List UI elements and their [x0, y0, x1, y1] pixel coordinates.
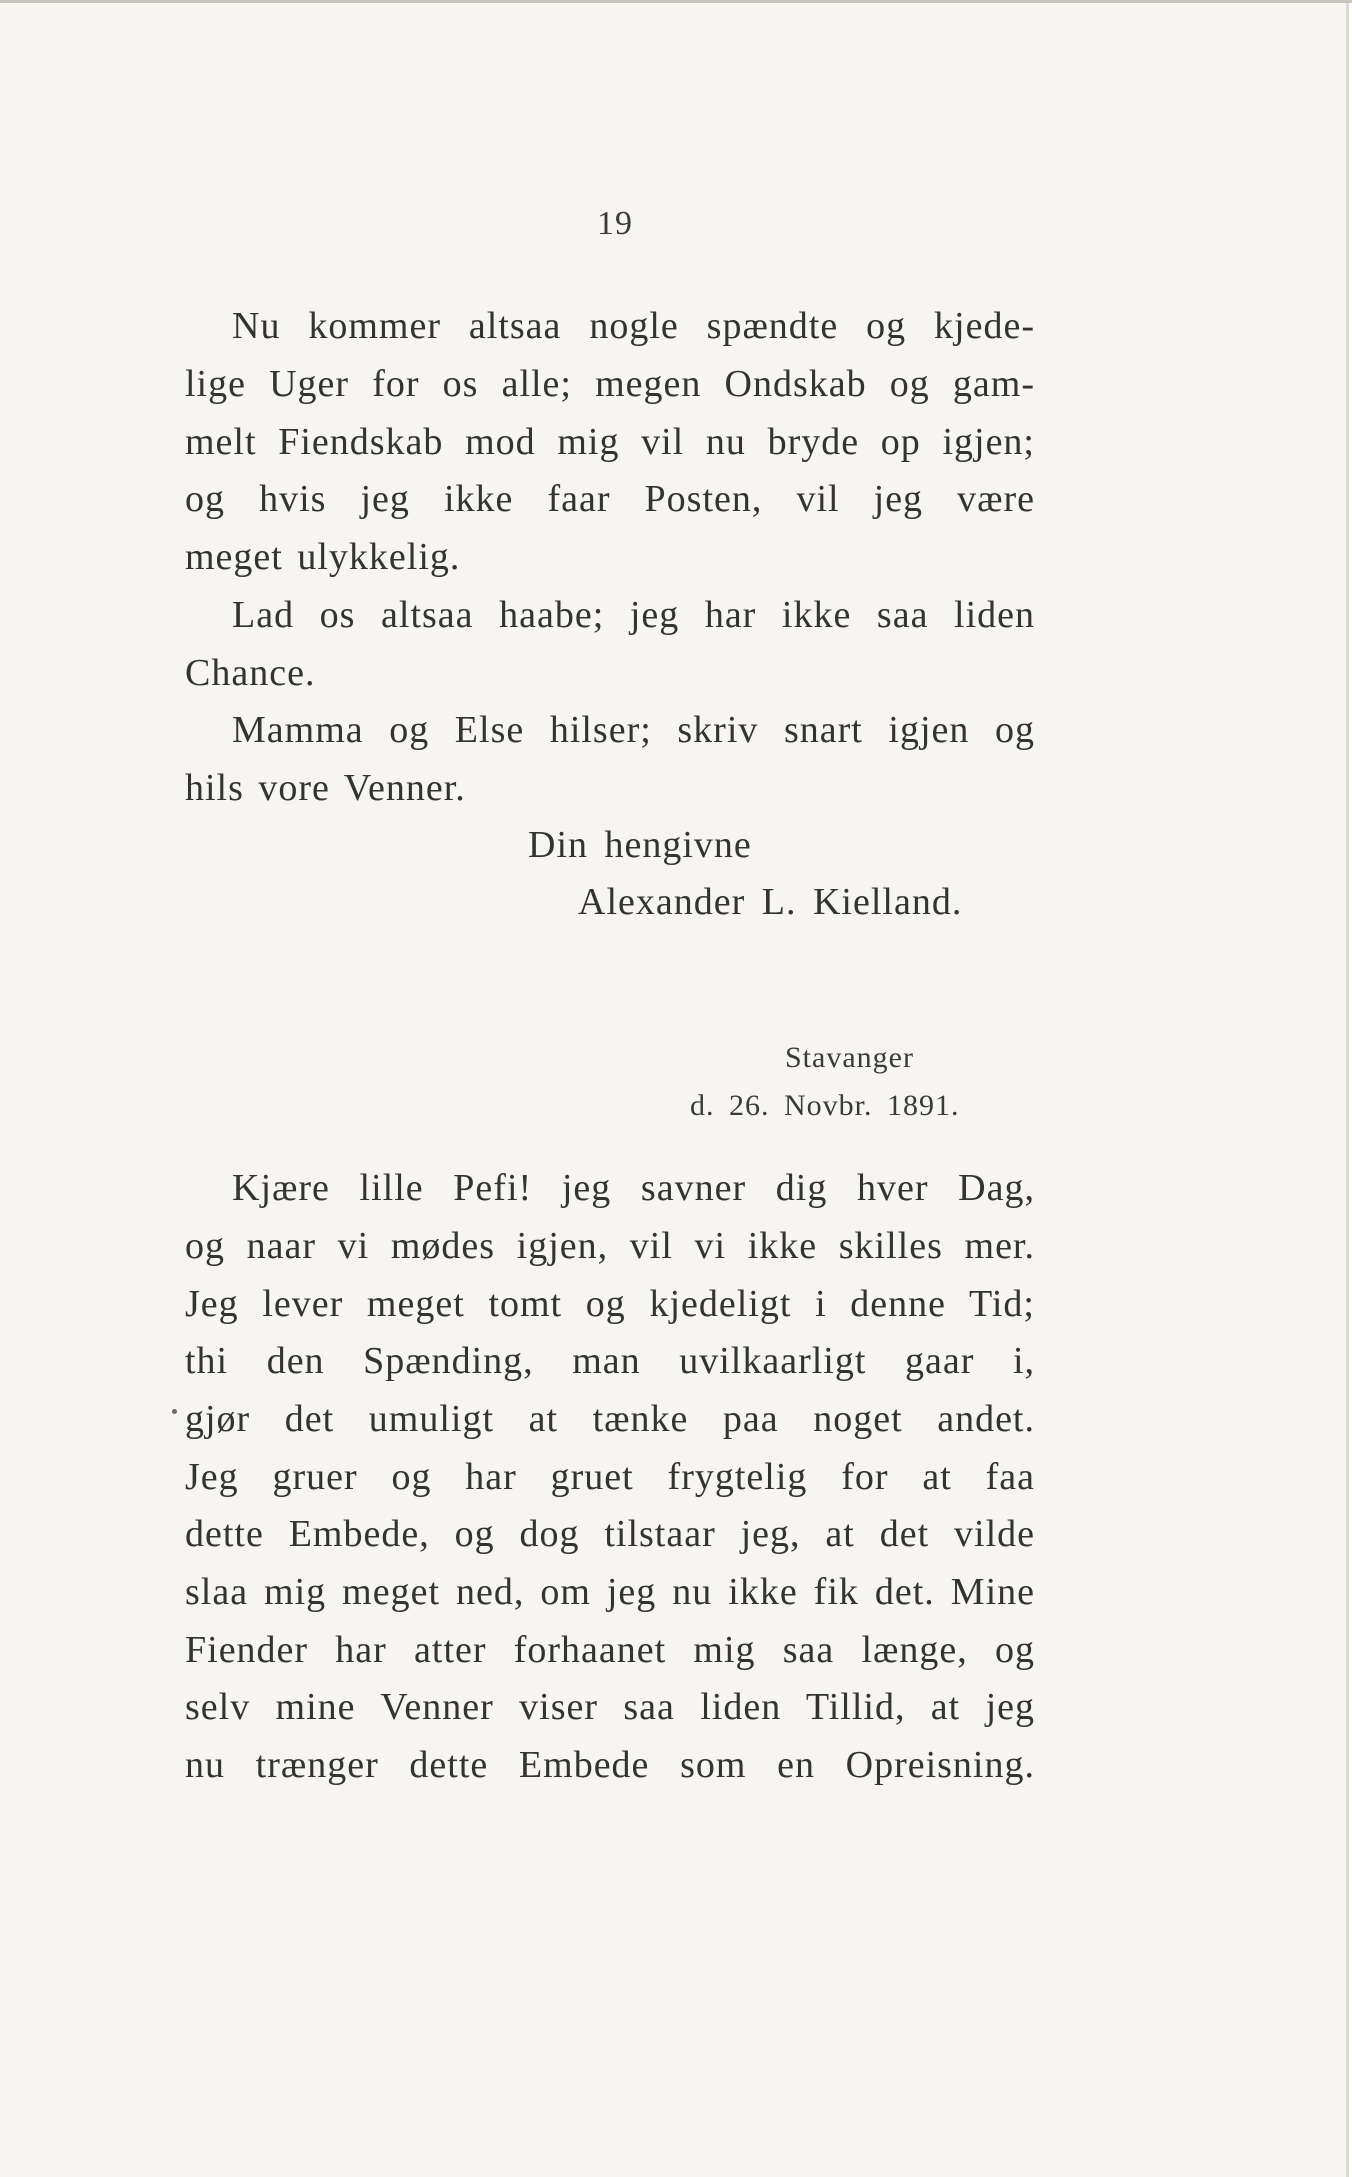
text-line: thi den Spænding, man uvilkaarligt gaar i, [185, 1340, 1035, 1382]
text-line: Jeg lever meget tomt og kjedeligt i denne Tid; [185, 1283, 1035, 1325]
text-line: melt Fiendskab mod mig vil nu bryde op igjen; [185, 421, 1035, 463]
page-top-edge [0, 0, 1352, 3]
text-line: Mamma og Else hilser; skriv snart igjen og [232, 709, 1035, 751]
text-line: hils vore Venner. [185, 767, 466, 809]
text-line: slaa mig meget ned, om jeg nu ikke fik det. Mine [185, 1571, 1035, 1613]
text-line: Nu kommer altsaa nogle spændte og kjede- [232, 305, 1035, 347]
letter-signature: Alexander L. Kielland. [578, 881, 963, 923]
letter-place: Stavanger [785, 1041, 914, 1074]
text-line: Fiender har atter forhaanet mig saa længe, og [185, 1629, 1035, 1671]
letter-closing: Din hengivne [528, 824, 752, 866]
letter-date: d. 26. Novbr. 1891. [690, 1089, 960, 1122]
text-line: og hvis jeg ikke faar Posten, vil jeg være [185, 478, 1035, 520]
text-line: dette Embede, og dog tilstaar jeg, at det vilde [185, 1513, 1035, 1555]
text-line: Kjære lille Pefi! jeg savner dig hver Dag, [232, 1167, 1035, 1209]
text-line: selv mine Venner viser saa liden Tillid, at jeg [185, 1686, 1035, 1728]
text-line: nu trænger dette Embede som en Opreisning. [185, 1744, 1035, 1786]
text-line: meget ulykkelig. [185, 536, 461, 578]
page-number: 19 [597, 205, 633, 242]
text-line: Jeg gruer og har gruet frygtelig for at faa [185, 1456, 1035, 1498]
text-line: gjør det umuligt at tænke paa noget andet. [185, 1398, 1035, 1440]
text-line: Lad os altsaa haabe; jeg har ikke saa liden [232, 594, 1035, 636]
text-line: lige Uger for os alle; megen Ondskab og gam- [185, 363, 1035, 405]
ink-speck [172, 1409, 177, 1414]
text-line: og naar vi mødes igjen, vil vi ikke skilles mer. [185, 1225, 1035, 1267]
text-line: Chance. [185, 652, 316, 694]
